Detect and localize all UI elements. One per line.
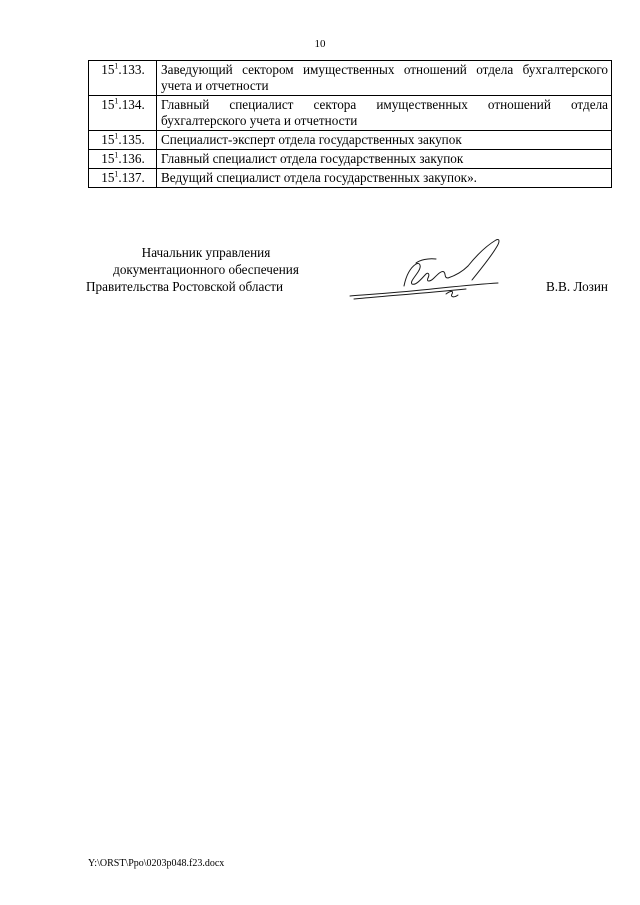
table-row bbox=[89, 61, 612, 96]
table-row bbox=[89, 96, 612, 131]
table-row bbox=[89, 150, 612, 169]
signatory-name: В.В. Лозин bbox=[545, 279, 608, 294]
row-position-title: Главный специалист отдела государственных закупок bbox=[157, 150, 612, 169]
signatory-position-line: документационного обеспечения bbox=[113, 262, 299, 277]
row-number: $15^1.135$. bbox=[89, 131, 157, 150]
row-position-title: Ведущий специалист отдела государственных закупок». bbox=[157, 169, 612, 188]
row-number: $15^1.137$. bbox=[89, 169, 157, 188]
table-row bbox=[89, 131, 612, 150]
row-number: $15^1.134$. bbox=[89, 96, 157, 131]
row-position-title: Главный специалист сектора имущественных отношений отдела бухгалтерского учета и отчетности bbox=[157, 96, 612, 131]
row-number: $15^1.136$. bbox=[89, 150, 157, 169]
row-position-title: Специалист-эксперт отдела государственных закупок bbox=[157, 131, 612, 150]
table-row bbox=[89, 169, 612, 188]
signatory-position bbox=[86, 244, 326, 295]
signatory-position-line: Начальник управления bbox=[141, 245, 271, 260]
positions-table bbox=[88, 60, 612, 188]
signatory-position-line: Правительства Ростовской области bbox=[86, 279, 284, 294]
row-position-title: Заведующий сектором имущественных отношений отдела бухгалтерского учета и отчетности bbox=[157, 61, 612, 96]
file-path: Y:\ORST\Ppo\0203p048.f23.docx bbox=[88, 858, 225, 869]
handwritten-signature bbox=[346, 236, 506, 306]
row-number: $15^1.133$. bbox=[89, 61, 157, 96]
page-number: 10 bbox=[314, 38, 326, 50]
